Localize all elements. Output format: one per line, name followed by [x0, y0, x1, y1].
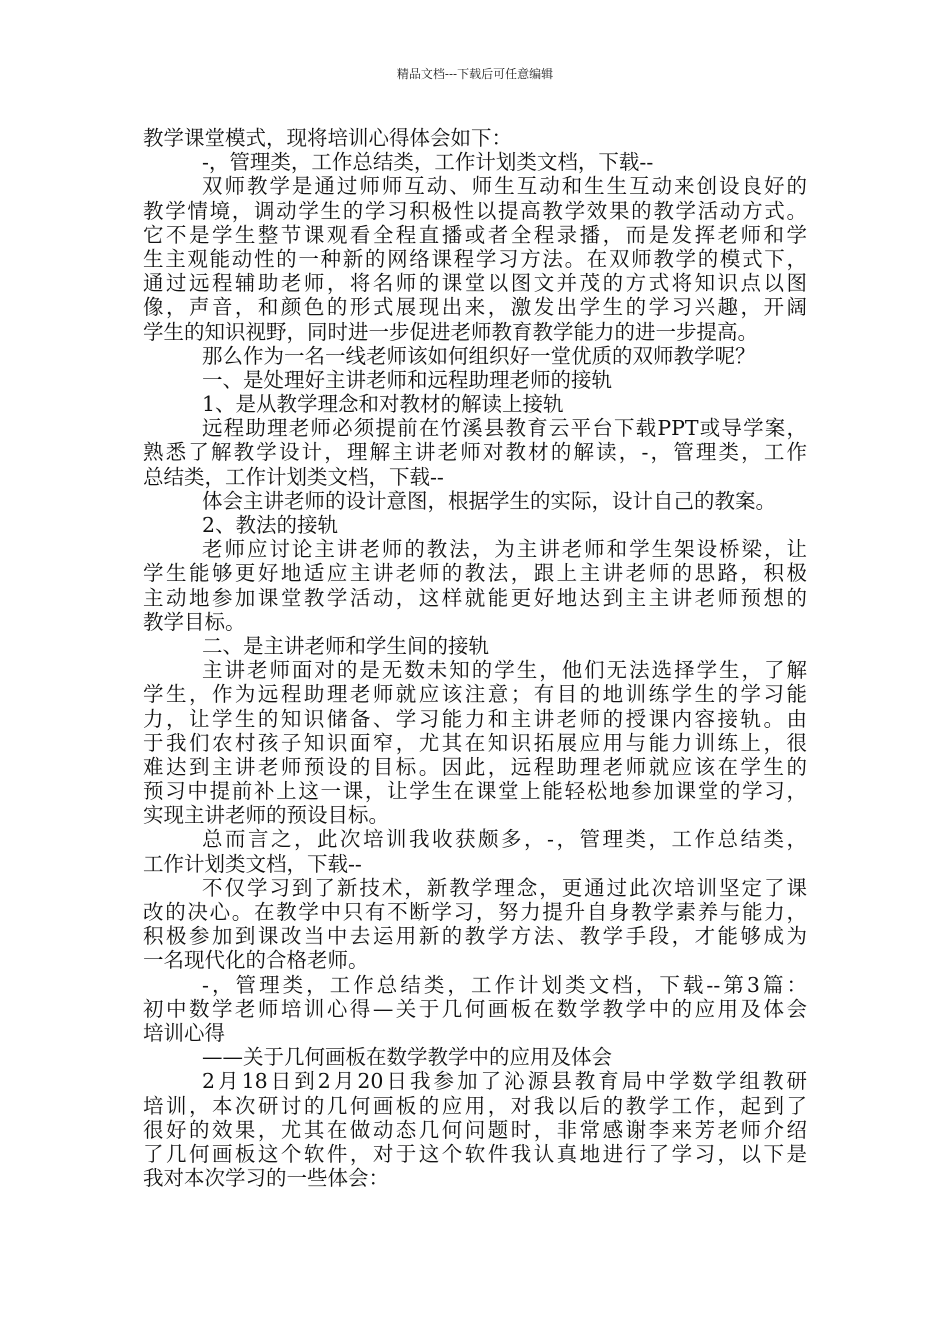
text-line: 体会主讲老师的设计意图，根据学生的实际，设计自己的教案。	[202, 488, 776, 513]
text-line: 老师应讨论主讲老师的教法，为主讲老师和学生架设桥梁，让	[202, 537, 807, 562]
text-line: 培训，本次研讨的几何画板的应用，对我以后的教学工作，起到了	[143, 1093, 807, 1118]
text-line: 2、教法的接轨	[202, 513, 339, 537]
text-line: 力，让学生的知识储备、学习能力和主讲老师的授课内容接轨。由	[143, 706, 807, 731]
text-line: 了几何画板这个软件，对于这个软件我认真地进行了学习，以下是	[143, 1141, 807, 1166]
text-line: 双师教学是通过师师互动、师生互动和生生互动来创设良好的	[202, 174, 807, 199]
text-line: 熟悉了解教学设计，理解主讲老师对教材的解读，-，管理类，工作	[143, 440, 807, 465]
text-line: 远程助理老师必须提前在竹溪县教育云平台下载PPT或导学案，	[202, 416, 807, 441]
text-line: 于我们农村孩子知识面窄，尤其在知识拓展应用与能力训练上，很	[143, 730, 807, 755]
text-line: 培训心得	[143, 1020, 225, 1045]
text-line: 积极参加到课改当中去运用新的教学方法、教学手段，才能够成为	[143, 924, 807, 949]
text-line: 1、是从教学理念和对教材的解读上接轨	[202, 392, 564, 417]
text-line: 我对本次学习的一些体会：	[143, 1166, 389, 1191]
text-line: 总结类，工作计划类文档，下载--	[143, 464, 444, 489]
text-line: 2月18日到2月20日我参加了沁源县教育局中学数学组教研	[202, 1069, 807, 1094]
text-line: 改的决心。在教学中只有不断学习，努力提升自身教学素养与能力，	[143, 900, 807, 924]
text-line: 不仅学习到了新技术，新教学理念，更通过此次培训坚定了课	[202, 875, 807, 900]
text-line: 难达到主讲老师预设的目标。因此，远程助理老师就应该在学生的	[143, 754, 807, 779]
text-line: 学生的知识视野，同时进一步促进老师教育教学能力的进一步提高。	[143, 319, 758, 344]
text-line: 它不是学生整节课观看全程直播或者全程录播，而是发挥老师和学	[143, 222, 807, 247]
text-line: 像，声音，和颜色的形式展现出来，激发出学生的学习兴趣，开阔	[143, 295, 807, 320]
text-line: -，管理类，工作总结类，工作计划类文档，下载--	[202, 150, 654, 175]
text-line: 工作计划类文档，下载--	[143, 851, 362, 876]
text-line: 教学课堂模式，现将培训心得体会如下：	[143, 126, 512, 150]
text-line: 一、是处理好主讲老师和远程助理老师的接轨	[202, 367, 612, 392]
text-line: 生主观能动性的一种新的网络课程学习方法。在双师教学的模式下，	[143, 246, 807, 271]
document-body	[143, 126, 807, 1190]
text-line: 教学情境，调动学生的学习积极性以提高教学效果的教学活动方式。	[143, 198, 807, 223]
text-line: 一名现代化的合格老师。	[143, 948, 369, 973]
text-line: 很好的效果，尤其在做动态几何问题时，非常感谢李来芳老师介绍	[143, 1117, 807, 1142]
text-line: -，管理类，工作总结类，工作计划类文档，下载--第3篇：	[202, 972, 807, 997]
text-line: 通过远程辅助老师，将名师的课堂以图文并茂的方式将知识点以图	[143, 271, 807, 296]
text-line: 预习中提前补上这一课，让学生在课堂上能轻松地参加课堂的学习，	[143, 779, 807, 804]
text-line: 教学目标。	[143, 609, 246, 634]
text-line: ——关于几何画板在数学教学中的应用及体会	[202, 1045, 612, 1070]
text-line: 初中数学老师培训心得—关于几何画板在数学教学中的应用及体会	[143, 996, 807, 1021]
text-line: 主动地参加课堂教学活动，这样就能更好地达到主主讲老师预想的	[143, 585, 807, 610]
text-line: 主讲老师面对的是无数未知的学生，他们无法选择学生，了解	[202, 658, 807, 683]
text-line: 那么作为一名一线老师该如何组织好一堂优质的双师教学呢？	[202, 343, 756, 368]
text-line: 二、是主讲老师和学生间的接轨	[202, 633, 489, 658]
text-line: 学生，作为远程助理老师就应该注意；有目的地训练学生的学习能	[143, 682, 807, 707]
text-line: 总而言之，此次培训我收获颇多，-，管理类，工作总结类，	[202, 827, 807, 852]
text-line: 学生能够更好地适应主讲老师的教法，跟上主讲老师的思路，积极	[143, 561, 807, 586]
page-header: 精品文档---下载后可任意编辑	[396, 67, 554, 81]
text-line: 实现主讲老师的预设目标。	[143, 803, 389, 828]
